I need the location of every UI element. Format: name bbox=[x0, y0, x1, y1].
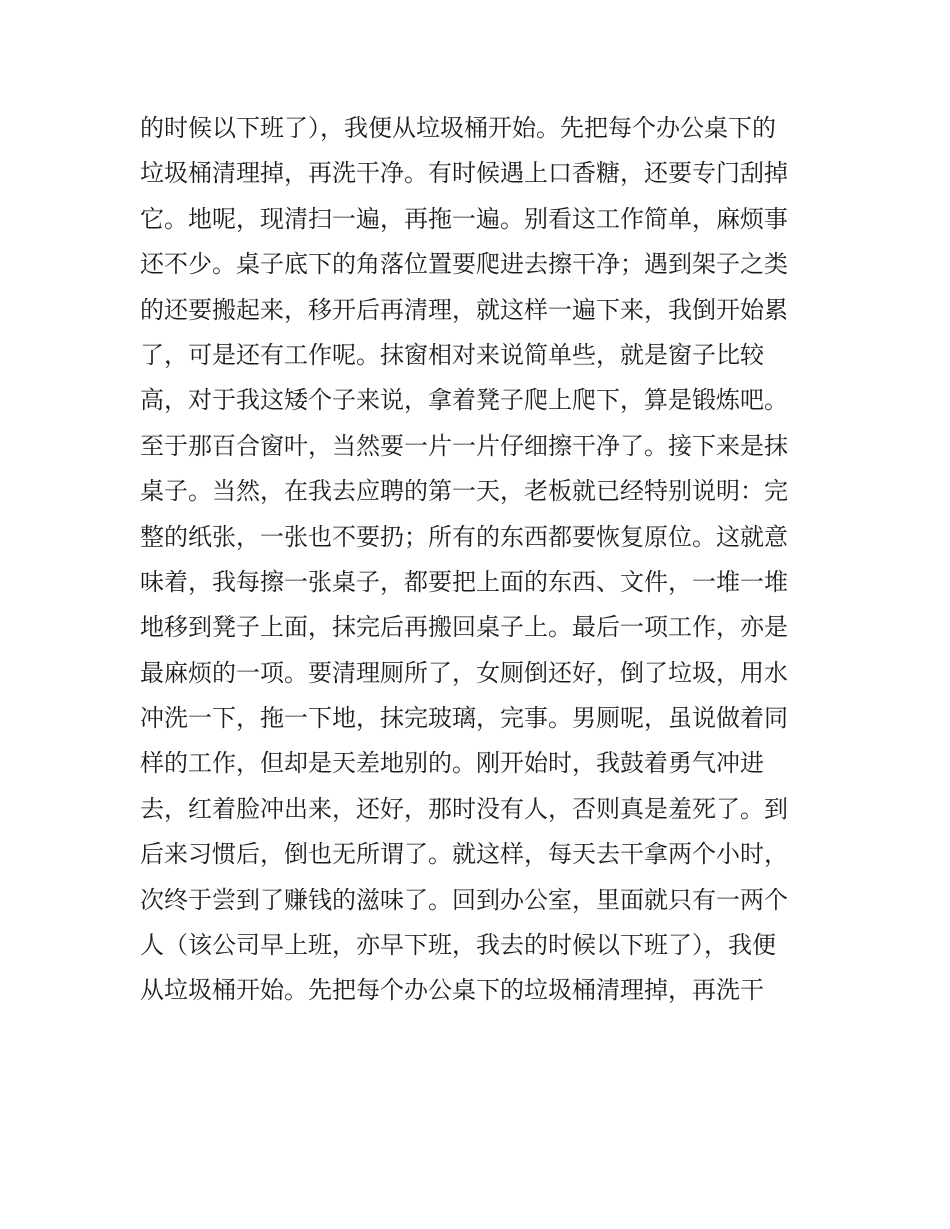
body-text bbox=[140, 106, 830, 1014]
text-line: 味着，我每擦一张桌子，都要把上面的东西、文件，一堆一堆 bbox=[140, 567, 788, 596]
text-line: 垃圾桶清理掉，再洗干净。有时候遇上口香糖，还要专门刮掉 bbox=[140, 159, 788, 188]
text-line: 冲洗一下，拖一下地，抹完玻璃，完事。男厕呢，虽说做着同 bbox=[140, 704, 788, 733]
text-line: 的还要搬起来，移开后再清理，就这样一遍下来，我倒开始累 bbox=[140, 295, 788, 324]
text-line: 整的纸张，一张也不要扔；所有的东西都要恢复原位。这就意 bbox=[140, 522, 788, 551]
text-line: 人（该公司早上班，亦早下班，我去的时候以下班了），我便 bbox=[140, 931, 776, 960]
text-line: 高，对于我这矮个子来说，拿着凳子爬上爬下，算是锻炼吧。 bbox=[140, 386, 788, 415]
text-line: 最麻烦的一项。要清理厕所了，女厕倒还好，倒了垃圾，用水 bbox=[140, 658, 788, 687]
text-line: 的时候以下班了），我便从垃圾桶开始。先把每个办公桌下的 bbox=[140, 114, 776, 142]
text-line: 次终于尝到了赚钱的滋味了。回到办公室，里面就只有一两个 bbox=[140, 885, 788, 914]
text-line: 还不少。桌子底下的角落位置要爬进去擦干净；遇到架子之类 bbox=[140, 250, 788, 279]
text-line: 地移到凳子上面，抹完后再搬回桌子上。最后一项工作，亦是 bbox=[140, 613, 788, 642]
text-line: 了，可是还有工作呢。抹窗相对来说简单些，就是窗子比较 bbox=[140, 340, 764, 369]
text-line: 它。地呢，现清扫一遍，再拖一遍。别看这工作简单，麻烦事 bbox=[140, 204, 788, 233]
text-line: 至于那百合窗叶，当然要一片一片仔细擦干净了。接下来是抹 bbox=[140, 431, 788, 460]
text-line: 后来习惯后，倒也无所谓了。就这样，每天去干拿两个小时， bbox=[140, 840, 788, 869]
text-line: 去，红着脸冲出来，还好，那时没有人，否则真是羞死了。到 bbox=[140, 794, 788, 823]
text-line: 从垃圾桶开始。先把每个办公桌下的垃圾桶清理掉，再洗干 bbox=[140, 976, 764, 1005]
text-line: 桌子。当然，在我去应聘的第一天，老板就已经特别说明：完 bbox=[140, 477, 788, 506]
text-line: 样的工作，但却是天差地别的。刚开始时，我鼓着勇气冲进 bbox=[140, 749, 764, 778]
